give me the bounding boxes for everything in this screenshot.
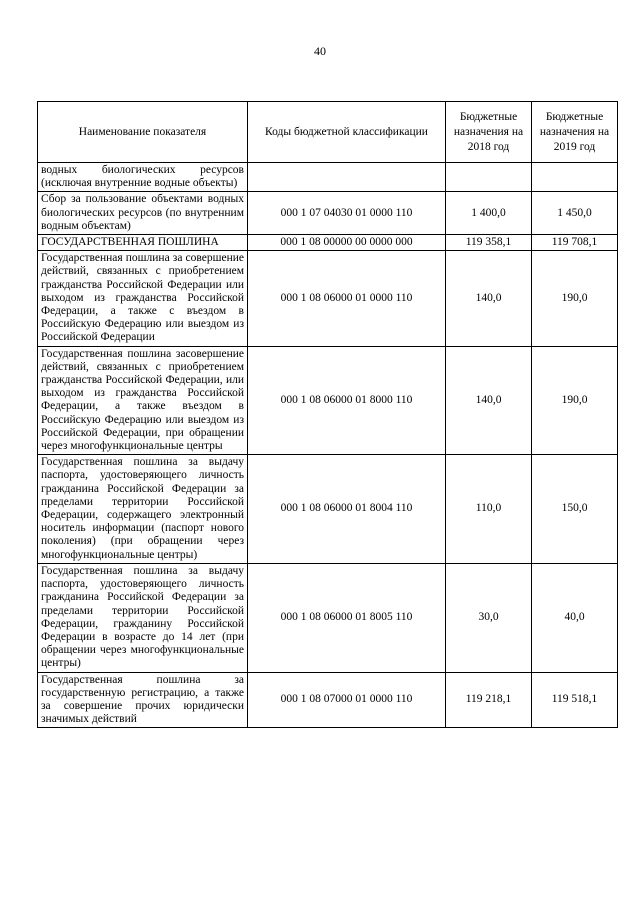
budget-2018-cell: 30,0 xyxy=(446,563,532,672)
table-row xyxy=(38,251,618,346)
table-header-row xyxy=(38,102,618,163)
page-number: 40 xyxy=(314,44,326,58)
table-row xyxy=(38,163,618,192)
indicator-name-cell: Государственная пошлина за совершение действий, связанных с приобретением гражданства Российской Федерации или выходом из гражданства Российской Федерации, а также с въездом в Российскую Федерацию или выездом из Российской Федерации xyxy=(38,251,248,346)
table-row xyxy=(38,192,618,235)
table-row xyxy=(38,672,618,728)
classification-code-cell: 000 1 08 06000 01 0000 110 xyxy=(248,251,446,346)
classification-code-cell: 000 1 08 06000 01 8000 110 xyxy=(248,346,446,455)
budget-2019-cell: 1 450,0 xyxy=(532,192,618,235)
budget-2018-cell: 119 218,1 xyxy=(446,672,532,728)
indicator-name-cell: Государственная пошлина за выдачу паспорта, удостоверяющего личность гражданина Российской Федерации за пределами территории Российской Федерации, содержащего электронный носитель информации (паспорт нового поколения) (при обращении через многофункциональные центры) xyxy=(38,455,248,564)
classification-code-cell: 000 1 07 04030 01 0000 110 xyxy=(248,192,446,235)
indicator-name-cell: Государственная пошлина засовершение действий, связанных с приобретением гражданства Российской Федерации, или выходом из гражданства Российской Федерации, а также въездом в Российскую Федерацию или выездом из Российской Федерации, при обращении через многофункциональные центры xyxy=(38,346,248,455)
budget-2018-cell: 119 358,1 xyxy=(446,235,532,251)
table-row xyxy=(38,455,618,564)
budget-2019-cell: 119 518,1 xyxy=(532,672,618,728)
classification-code-cell: 000 1 08 06000 01 8005 110 xyxy=(248,563,446,672)
budget-table xyxy=(37,101,618,728)
header-budget-2019: Бюджетные назначения на 2019 год xyxy=(532,102,618,163)
classification-code-cell: 000 1 08 00000 00 0000 000 xyxy=(248,235,446,251)
budget-2019-cell: 150,0 xyxy=(532,455,618,564)
budget-2018-cell: 140,0 xyxy=(446,346,532,455)
budget-2018-cell: 1 400,0 xyxy=(446,192,532,235)
indicator-name-cell: Государственная пошлина за государственную регистрацию, а также за совершение прочих юридически значимых действий xyxy=(38,672,248,728)
classification-code-cell xyxy=(248,163,446,192)
header-classification-code: Коды бюджетной классификации xyxy=(248,102,446,163)
budget-2019-cell xyxy=(532,163,618,192)
budget-2019-cell: 190,0 xyxy=(532,346,618,455)
table-row xyxy=(38,346,618,455)
budget-2018-cell: 140,0 xyxy=(446,251,532,346)
table-row xyxy=(38,235,618,251)
classification-code-cell: 000 1 08 07000 01 0000 110 xyxy=(248,672,446,728)
table-row xyxy=(38,563,618,672)
indicator-name-cell: Сбор за пользование объектами водных биологических ресурсов (по внутренним водным объектам) xyxy=(38,192,248,235)
budget-2018-cell: 110,0 xyxy=(446,455,532,564)
indicator-name-cell: Государственная пошлина за выдачу паспорта, удостоверяющего личность гражданина Российской Федерации за пределами территории Российской Федерации, гражданину Российской Федерации в возрасте до 14 лет (при обращении через многофункциональные центры) xyxy=(38,563,248,672)
header-budget-2018: Бюджетные назначения на 2018 год xyxy=(446,102,532,163)
budget-2019-cell: 40,0 xyxy=(532,563,618,672)
budget-2018-cell xyxy=(446,163,532,192)
budget-2019-cell: 119 708,1 xyxy=(532,235,618,251)
header-indicator-name: Наименование показателя xyxy=(38,102,248,163)
indicator-name-cell: ГОСУДАРСТВЕННАЯ ПОШЛИНА xyxy=(38,235,248,251)
indicator-name-cell: водных биологических ресурсов (исключая внутренние водные объекты) xyxy=(38,163,248,192)
classification-code-cell: 000 1 08 06000 01 8004 110 xyxy=(248,455,446,564)
budget-2019-cell: 190,0 xyxy=(532,251,618,346)
